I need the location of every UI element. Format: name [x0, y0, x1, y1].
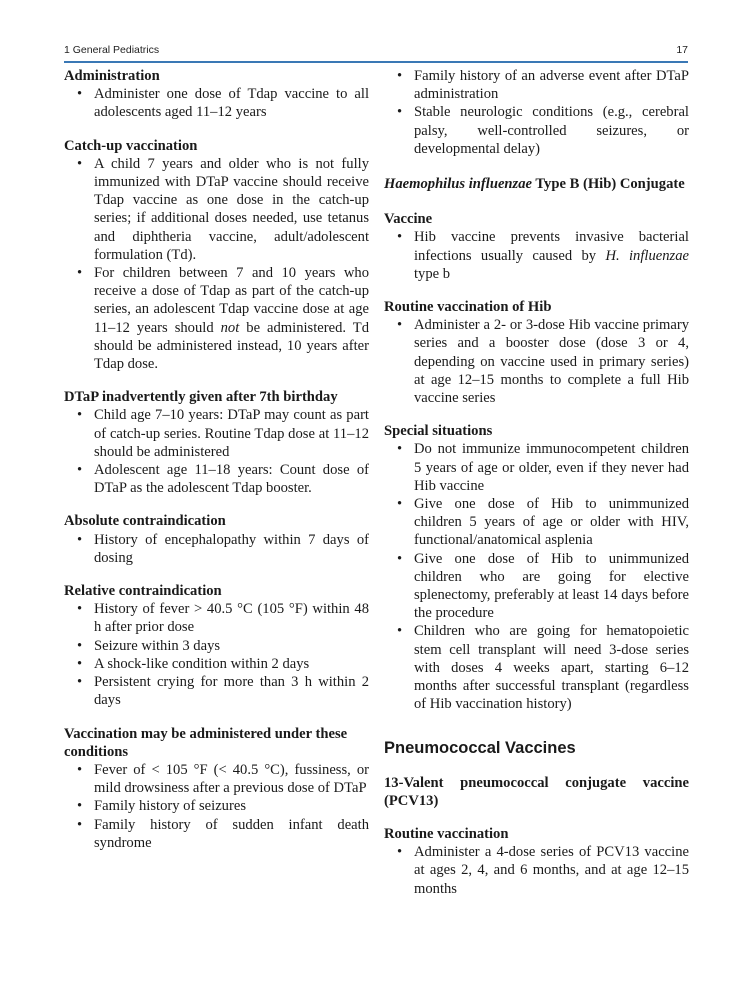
list-continued [384, 67, 689, 158]
list-item: • Administer one dose of Tdap vaccine to all adolescents aged 11–12 years [64, 85, 369, 121]
chapter-title: 1 General Pediatrics [64, 44, 160, 56]
list-item: • Give one dose of Hib to unimmunized children who are going for elective splenectomy, preferably at least 14 days before the procedure [384, 550, 689, 623]
section-special [384, 422, 689, 713]
list-conditions [64, 761, 369, 852]
section-pcv13 [384, 774, 689, 810]
text-run: For children between 7 and 10 years who receive a dose of Tdap as part of the catch-up series, an adolescent Tdap vaccine dose at age 11–12 years should [94, 265, 369, 336]
list-item: • Children who are going for hematopoietic stem cell transplant will need 3-dose series with doses 4 weeks apart, starting 6–12 months after successful transplant (regardless of Hib vaccination history) [384, 622, 689, 713]
section-administration [64, 67, 369, 122]
list-item [384, 228, 689, 283]
heading-special: Special situations [384, 423, 493, 440]
heading-conditions: Vaccination may be administered under these conditions [64, 725, 348, 760]
list-item: • Adolescent age 11–18 years: Count dose of DTaP as the adolescent Tdap booster. [64, 461, 369, 497]
heading-administration: Administration [64, 68, 160, 84]
list-item: • Stable neurologic conditions (e.g., cerebral palsy, well-controlled seizures, or developmental delay) [384, 103, 689, 158]
list-item: • Family history of sudden infant death syndrome [64, 816, 369, 852]
page-number: 17 [676, 44, 688, 56]
right-column [384, 67, 689, 898]
list-item: • Give one dose of Hib to unimmunized children 5 years of age or older with HIV, functional/anatomical asplenia [384, 495, 689, 550]
list-absolute [64, 531, 369, 567]
list-item: • Child age 7–10 years: DTaP may count as part of catch-up series. Routine Tdap dose at 11–12 should be administered [64, 406, 369, 461]
list-routine-pcv [384, 843, 689, 898]
heading-vaccine: Vaccine [384, 211, 433, 228]
list-catchup [64, 155, 369, 373]
list-item: • Administer a 2- or 3-dose Hib vaccine primary series and a booster dose (dose 3 or 4, depending on vaccine used in primary series) at age 12–15 months to complete a full Hib vaccine series [384, 316, 689, 407]
heading-routine-hib: Routine vaccination of Hib [384, 299, 552, 316]
section-vaccine [384, 210, 689, 283]
text-run: Hib vaccine prevents invasive bacterial infections usually caused by [414, 229, 689, 264]
list-item: • History of fever > 40.5 °C (105 °F) within 48 h after prior dose [64, 600, 369, 636]
section-relative-contraindication [64, 582, 369, 709]
heading-hib [384, 175, 689, 193]
list-special [384, 440, 689, 713]
section-continued [384, 67, 689, 158]
header-rule [64, 61, 688, 63]
list-dtap-after-7th [64, 406, 369, 497]
list-item: • A shock-like condition within 2 days [64, 655, 369, 673]
list-administration [64, 85, 369, 121]
heading-pcv13: 13-Valent pneumococcal conjugate vaccine (PCV13) [384, 774, 689, 809]
running-head [64, 44, 688, 58]
heading-relative-contraindication: Relative contraindication [64, 583, 222, 600]
heading-routine-pcv: Routine vaccination [384, 825, 509, 842]
list-item: • History of encephalopathy within 7 days of dosing [64, 531, 369, 567]
heading-dtap-after-7th: DTaP inadvertently given after 7th birthday [64, 389, 338, 406]
left-column [64, 67, 369, 852]
section-pneumo-title [384, 738, 689, 758]
list-item: • Administer a 4-dose series of PCV13 vaccine at ages 2, 4, and 6 months, and at age 12–15 months [384, 843, 689, 898]
list-item: • Seizure within 3 days [64, 637, 369, 655]
section-routine-pcv [384, 825, 689, 898]
heading-pneumococcal: Pneumococcal Vaccines [384, 738, 576, 757]
emphasis-organism: H. influenzae [605, 247, 689, 264]
section-routine-hib [384, 298, 689, 407]
heading-absolute-contraindication: Absolute contraindication [64, 513, 226, 530]
list-routine-hib [384, 316, 689, 407]
section-conditions [64, 725, 369, 852]
section-dtap-after-7th [64, 388, 369, 497]
list-item: • Family history of an adverse event after DTaP administration [384, 67, 689, 103]
list-item: • A child 7 years and older who is not fully immunized with DTaP vaccine should receive Tdap vaccine as one dose in the catch-up series; if additional doses needed, use tetanus and diphtheria vaccine, adult/adolescent formulation (Td). [64, 155, 369, 264]
section-catchup [64, 137, 369, 374]
heading-catchup: Catch-up vaccination [64, 137, 198, 154]
heading-hib-rest: Type B (Hib) Conjugate [532, 176, 685, 193]
heading-hib-italic: Haemophilus influenzae [384, 176, 532, 193]
section-absolute-contraindication [64, 512, 369, 567]
text-run: be administered. Td should be administered instead, 10 years after Tdap dose. [94, 319, 369, 373]
list-item: • Do not immunize immunocompetent children 5 years of age or older, even if they never had Hib vaccine [384, 440, 689, 495]
list-item: • Fever of < 105 °F (< 40.5 °C), fussiness, or mild drowsiness after a previous dose of DTaP [64, 761, 369, 797]
list-vaccine [384, 228, 689, 283]
section-hib-title [384, 175, 689, 193]
text-run: type b [414, 265, 451, 282]
list-item: • Persistent crying for more than 3 h within 2 days [64, 673, 369, 709]
list-item: • Family history of seizures [64, 797, 369, 815]
emphasis-not: not [220, 319, 240, 336]
list-relative [64, 600, 369, 709]
list-item [64, 264, 369, 373]
